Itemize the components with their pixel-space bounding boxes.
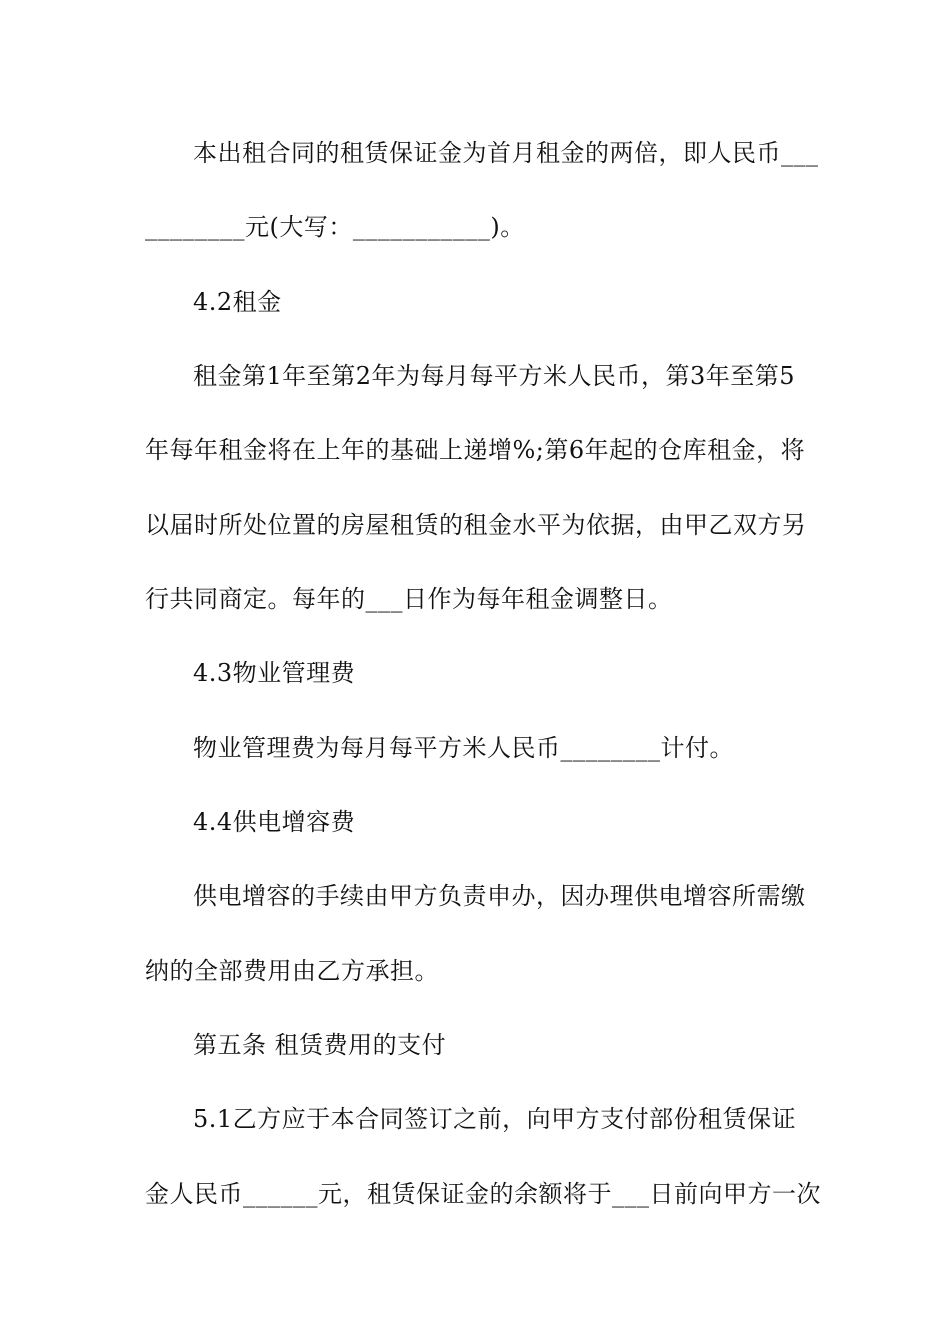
text-line: 纳的全部费用由乙方承担。 bbox=[145, 957, 439, 985]
article-heading: 第五条 租赁费用的支付 bbox=[193, 1031, 447, 1059]
text-line: 供电增容的手续由甲方负责申办，因办理供电增容所需缴 bbox=[193, 882, 806, 910]
text-line: 5.1乙方应于本合同签订之前，向甲方支付部份租赁保证 bbox=[193, 1105, 797, 1133]
section-heading: 4.2租金 bbox=[193, 288, 282, 316]
text-line: 物业管理费为每月每平方米人民币________计付。 bbox=[193, 734, 734, 762]
text-line: 金人民币______元，租赁保证金的余额将于___日前向甲方一次 bbox=[145, 1180, 821, 1208]
text-line: 年每年租金将在上年的基础上递增%;第6年起的仓库租金，将 bbox=[145, 436, 806, 464]
text-line: 以届时所处位置的房屋租赁的租金水平为依据，由甲乙双方另 bbox=[145, 511, 807, 539]
text-line: 行共同商定。每年的___日作为每年租金调整日。 bbox=[145, 585, 673, 613]
section-heading: 4.3物业管理费 bbox=[193, 659, 356, 687]
text-line: 租金第1年至第2年为每月每平方米人民币，第3年至第5 bbox=[193, 362, 796, 390]
text-line: 本出租合同的租赁保证金为首月租金的两倍，即人民币___ bbox=[193, 139, 819, 167]
text-line: ________元(大写：___________)。 bbox=[145, 213, 525, 241]
section-heading: 4.4供电增容费 bbox=[193, 808, 356, 836]
